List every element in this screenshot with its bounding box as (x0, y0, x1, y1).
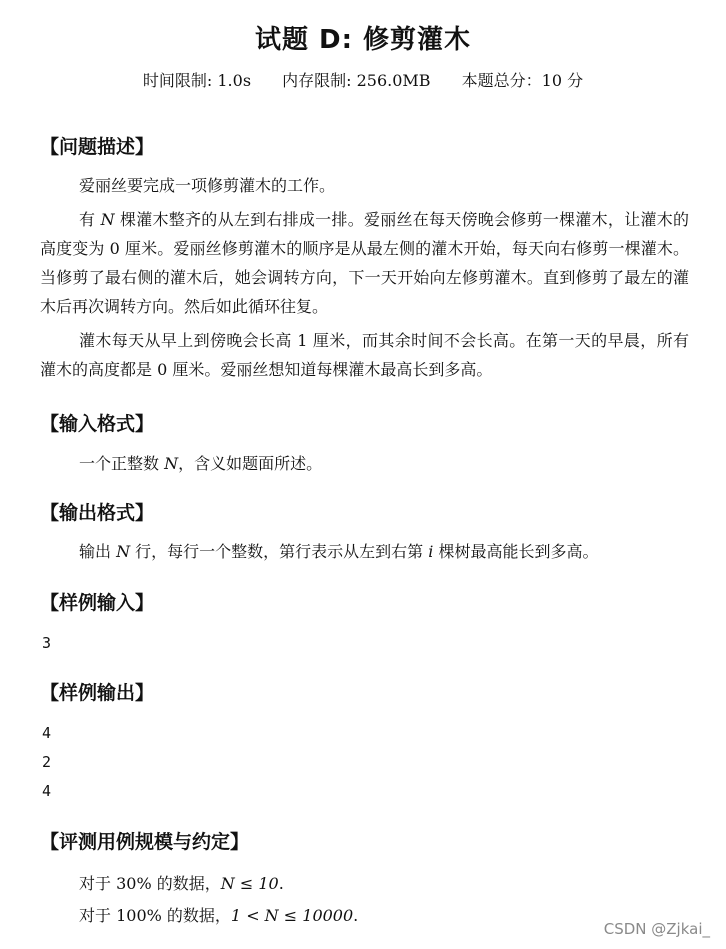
constraint-line-1-math: N ≤ 10 (220, 874, 279, 893)
variable-n: N (116, 542, 131, 561)
sample-input-heading: 【样例输入】 (40, 592, 155, 614)
sample-output-line: 4 (42, 724, 52, 742)
variable-n: N (164, 454, 179, 473)
memory-limit: 内存限制: 256.0MB (282, 71, 431, 90)
constraint-line-2-math: 1 < N ≤ 10000 (230, 906, 354, 925)
problem-paragraph-2-text-a: 有 (79, 210, 101, 229)
constraint-line-1-end: . (278, 874, 284, 893)
output-format-text-c: 棵树最高能长到多高。 (433, 542, 599, 561)
watermark: CSDN @Zjkai_ (603, 920, 710, 938)
sample-input-line: 3 (42, 634, 52, 652)
variable-i: i (428, 542, 434, 561)
problem-paragraph-2 (40, 205, 689, 321)
output-format-heading: 【输出格式】 (40, 502, 155, 524)
sample-output-heading: 【样例输出】 (40, 682, 155, 704)
sample-output-line: 2 (42, 753, 52, 771)
problem-paragraph-1: 爱丽丝要完成一项修剪灌木的工作。 (79, 176, 336, 195)
problem-paragraph-2-text-b: 棵灌木整齐的从左到右排成一排。爱丽丝在每天傍晚会修剪一棵灌木，让灌木的高度变为 0 厘米。爱丽丝修剪灌木的顺序是从最左侧的灌木开始，每天向右修剪一棵灌木。当修剪了最右侧的灌木后，她会调转方向，下一天开始向左修剪灌木。直到修剪了最左的灌木后再次调转方向。然后如此循环往复。 (40, 210, 689, 316)
constraint-line-2 (40, 901, 689, 930)
constraint-line-2-end: . (353, 906, 359, 925)
constraint-line-2-text: 对于 100% 的数据， (79, 906, 231, 925)
problem-meta (0, 68, 726, 94)
input-format-heading: 【输入格式】 (40, 413, 155, 435)
constraint-line-1 (40, 869, 689, 898)
constraints-heading: 【评测用例规模与约定】 (40, 831, 250, 853)
sample-output-line: 4 (42, 782, 52, 800)
problem-description-heading: 【问题描述】 (40, 136, 155, 158)
output-format-text-a: 输出 (79, 542, 117, 561)
constraint-line-1-text: 对于 30% 的数据， (79, 874, 221, 893)
problem-paragraph-3: 灌木每天从早上到傍晚会长高 1 厘米，而其余时间不会长高。在第一天的早晨，所有灌木的高度都是 0 厘米。爱丽丝想知道每棵灌木最高长到多高。 (40, 331, 689, 379)
output-format-text (40, 537, 689, 566)
input-format-text-b: ，含义如题面所述。 (178, 454, 323, 473)
time-limit: 时间限制: 1.0s (142, 71, 252, 90)
input-format-text (40, 449, 689, 478)
variable-n: N (100, 210, 115, 229)
problem-title: 试题 D: 修剪灌木 (254, 25, 472, 55)
input-format-text-a: 一个正整数 (79, 454, 165, 473)
total-score: 本题总分：10 分 (461, 71, 584, 90)
output-format-text-b: 行，每行一个整数，第行表示从左到右第 (130, 542, 429, 561)
